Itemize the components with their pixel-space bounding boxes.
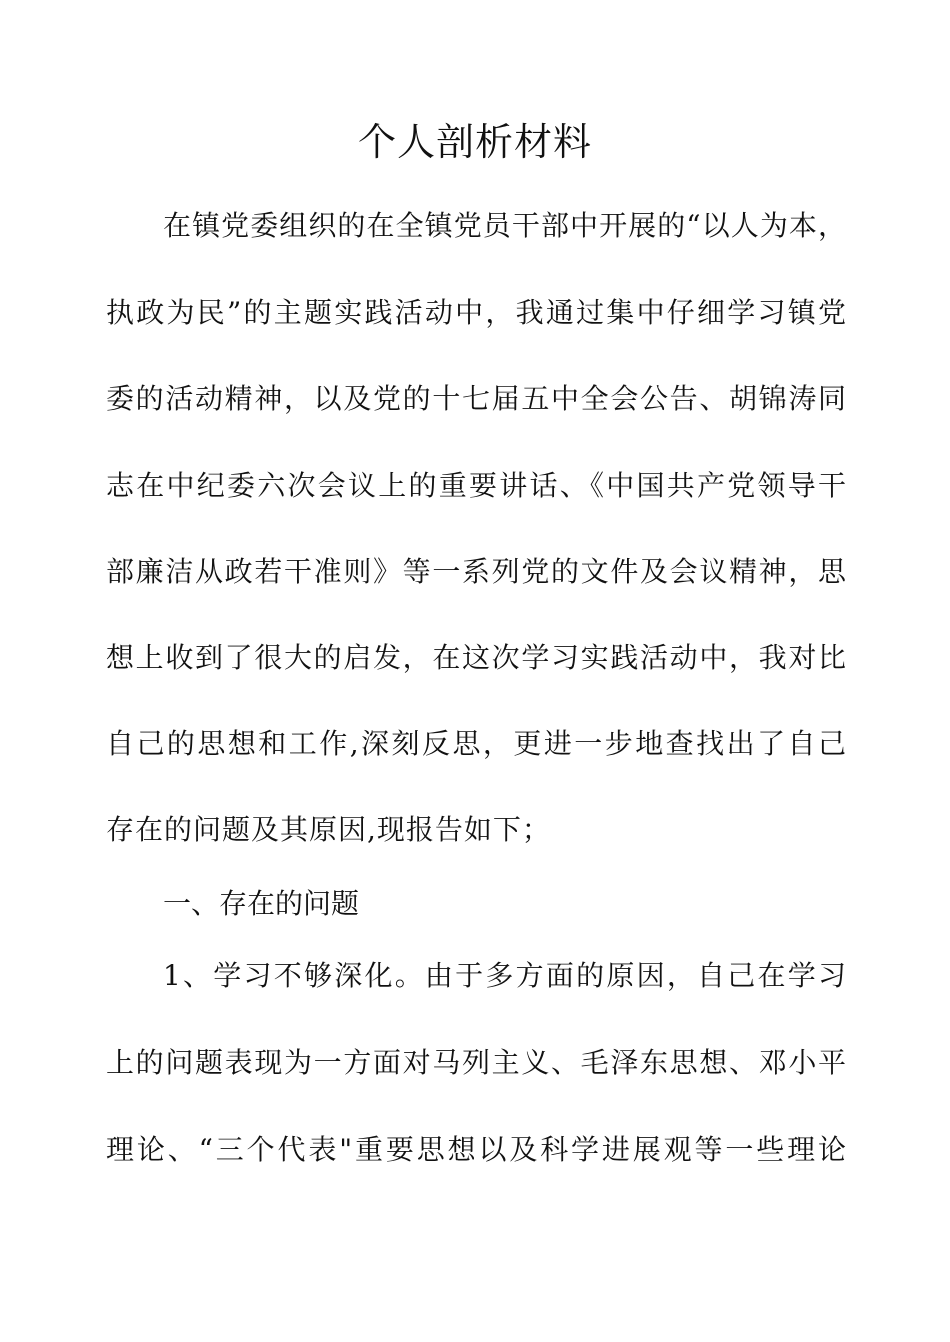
paragraph-line: 在镇党委组织的在全镇党员干部中开展的“以人为本， [163, 209, 846, 242]
paragraph-line: 想上收到了很大的启发，在这次学习实践活动中，我对比 [106, 641, 846, 674]
paragraph-line: 部廉洁从政若干准则》等一系列党的文件及会议精神，思 [106, 555, 846, 588]
paragraph-line: 自己的思想和工作,深刻反思，更进一步地查找出了自己 [106, 727, 846, 760]
paragraph-line: 志在中纪委六次会议上的重要讲话、《中国共产党领导干 [106, 469, 846, 502]
paragraph-line: 存在的问题及其原因,现报告如下； [106, 813, 551, 846]
paragraph-line: 1、学习不够深化。由于多方面的原因，自己在学习 [163, 959, 846, 992]
paragraph-line: 上的问题表现为一方面对马列主义、毛泽东思想、邓小平 [106, 1046, 846, 1079]
section-heading: 一、存在的问题 [163, 887, 360, 920]
document-title: 个人剖析材料 [357, 120, 592, 164]
paragraph-line: 执政为民”的主题实践活动中，我通过集中仔细学习镇党 [106, 296, 846, 329]
paragraph-line: 理论、“三个代表"重要思想以及科学进展观等一些理论 [106, 1133, 846, 1166]
paragraph-line: 委的活动精神，以及党的十七届五中全会公告、胡锦涛同 [106, 382, 846, 415]
